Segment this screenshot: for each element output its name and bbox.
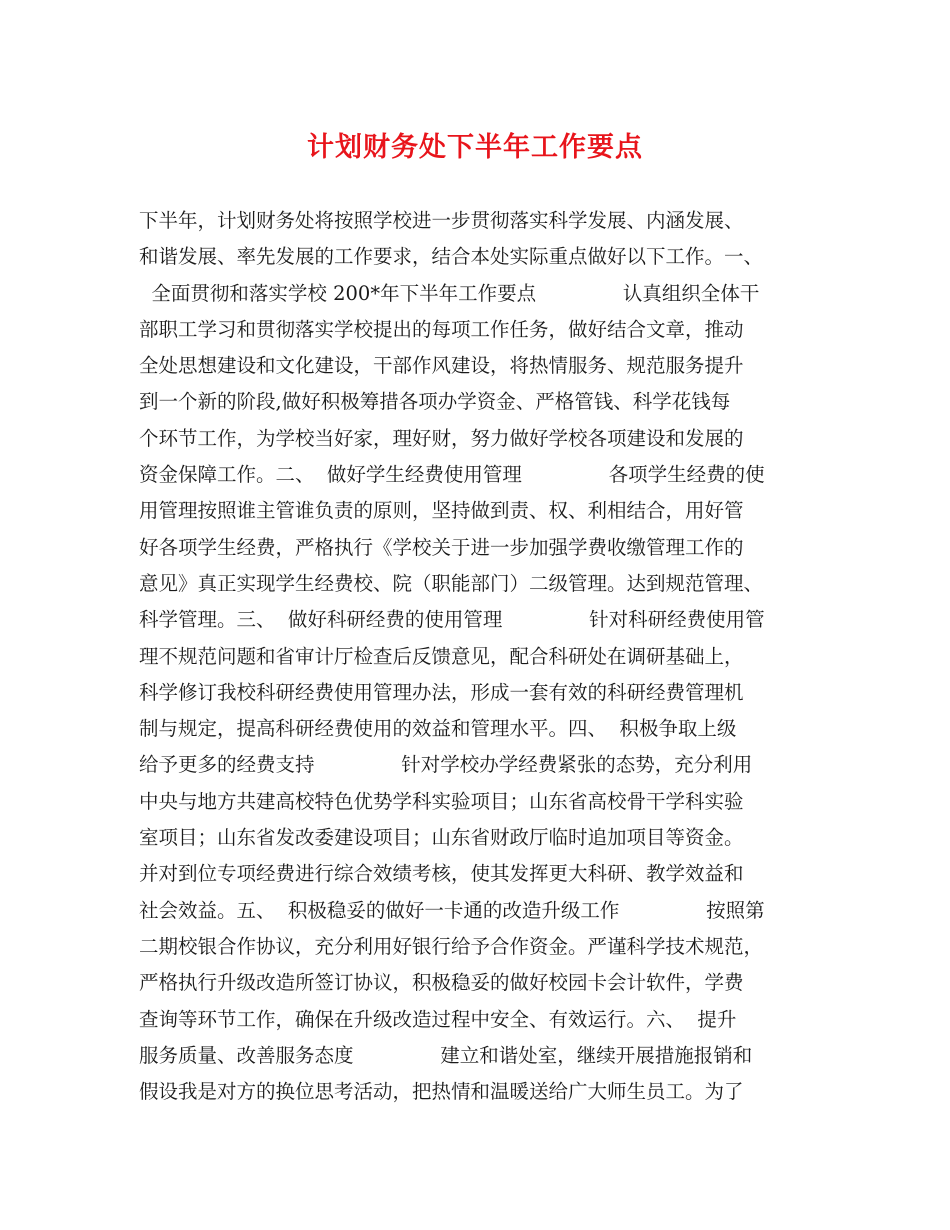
- document-body: [139, 203, 839, 1110]
- paragraph-line: 科学管理。三、 做好科研经费的使用管理 针对科研经费使用管: [139, 608, 765, 632]
- paragraph-line: 和谐发展、率先发展的工作要求，结合本处实际重点做好以下工作。一、: [139, 245, 764, 269]
- paragraph-line: 中央与地方共建高校特色优势学科实验项目；山东省高校骨干学科实验: [139, 789, 744, 813]
- paragraph-line: 到一个新的阶段,做好积极筹措各项办学资金、严格管钱、科学花钱每: [139, 390, 731, 414]
- paragraph-line: 并对到位专项经费进行综合效绩考核，使其发挥更大科研、教学效益和: [139, 862, 744, 886]
- paragraph-line: 资金保障工作。二、 做好学生经费使用管理 各项学生经费的使: [139, 463, 765, 487]
- paragraph-line: 下半年，计划财务处将按照学校进一步贯彻落实科学发展、内涵发展、: [139, 209, 744, 232]
- paragraph-line: 全处思想建设和文化建设，干部作风建设，将热情服务、规范服务提升: [139, 354, 744, 378]
- paragraph-line: 部职工学习和贯彻落实学校提出的每项工作任务，做好结合文章，推动: [139, 317, 744, 341]
- paragraph-line: 服务质量、改善服务态度 建立和谐处室，继续开展措施报销和: [139, 1043, 753, 1067]
- paragraph-line: 理不规范问题和省审计厅检查后反馈意见，配合科研处在调研基础上，: [139, 644, 744, 668]
- paragraph-line: 严格执行升级改造所签订协议，积极稳妥的做好校园卡会计软件，学费: [139, 971, 744, 995]
- paragraph-line: 二期校银合作协议，充分利用好银行给予合作资金。严谨科学技术规范，: [139, 934, 764, 958]
- paragraph-line: 社会效益。五、 积极稳妥的做好一卡通的改造升级工作 按照第: [139, 898, 765, 922]
- paragraph-line: 意见》真正实现学生经费校、院（职能部门）二级管理。达到规范管理、: [139, 571, 764, 595]
- paragraph-line: 制与规定，提高科研经费使用的效益和管理水平。四、 积极争取上级: [139, 717, 737, 741]
- paragraph-line: 查询等环节工作，确保在升级改造过程中安全、有效运行。六、 提升: [139, 1007, 737, 1031]
- paragraph-line: 全面贯彻和落实学校 200*年下半年工作要点 认真组织全体干: [139, 281, 760, 305]
- paragraph-line: 科学修订我校科研经费使用管理办法，形成一套有效的科研经费管理机: [139, 680, 744, 704]
- paragraph-line: 假设我是对方的换位思考活动，把热情和温暖送给广大师生员工。为了: [139, 1080, 744, 1104]
- paragraph-line: 个环节工作，为学校当好家，理好财，努力做好学校各项建设和发展的: [139, 426, 744, 450]
- paragraph-line: 室项目；山东省发改委建设项目；山东省财政厅临时追加项目等资金。: [139, 826, 744, 850]
- document-title: 计划财务处下半年工作要点: [307, 132, 643, 163]
- paragraph-line: 给予更多的经费支持 针对学校办学经费紧张的态势，充分利用: [139, 753, 753, 777]
- paragraph-line: 好各项学生经费，严格执行《学校关于进一步加强学费收缴管理工作的: [139, 535, 744, 559]
- paragraph-line: 用管理按照谁主管谁负责的原则，坚持做到责、权、利相结合，用好管: [139, 499, 744, 523]
